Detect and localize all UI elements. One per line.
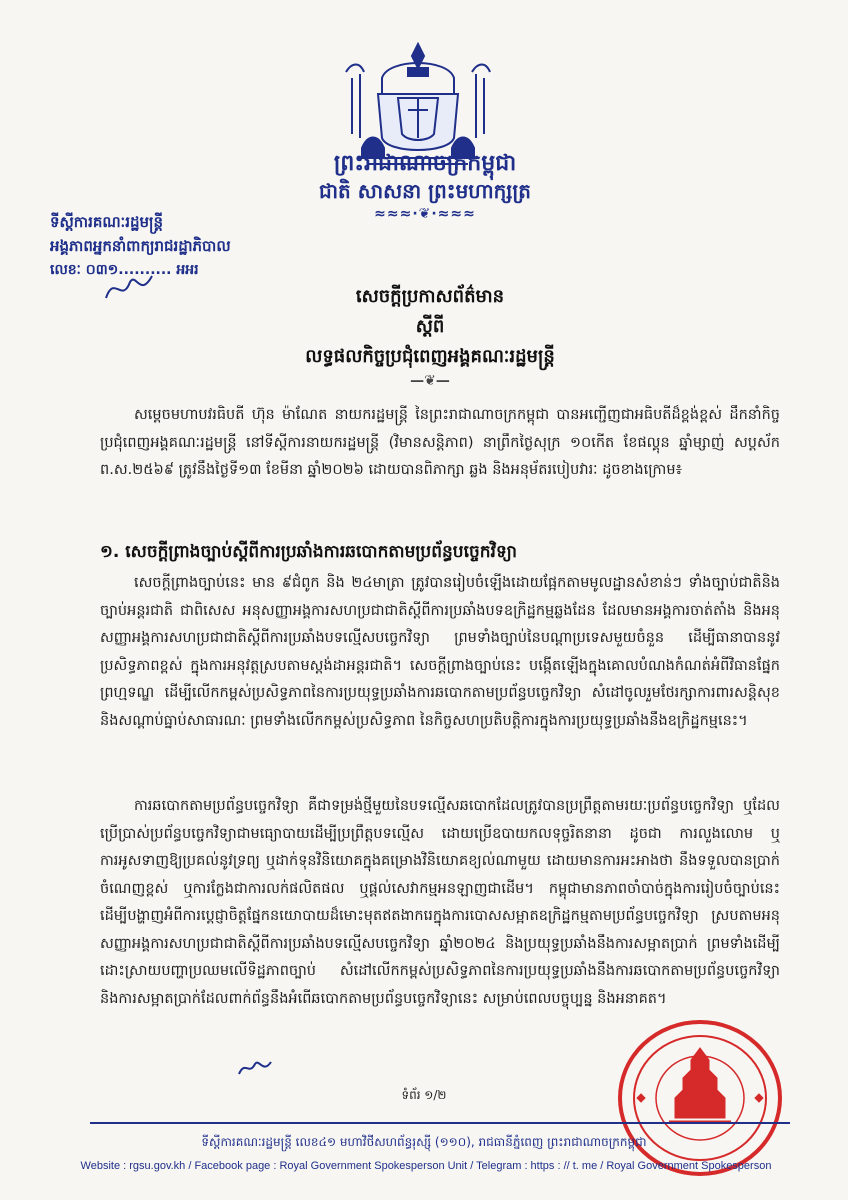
section-paragraph-1 <box>100 570 780 735</box>
footer-contacts: Website : rgsu.gov.kh / Facebook page : Royal Government Spokesperson Unit / Telegram : https : // t. me / Royal Government Spokesperson <box>80 1160 772 1172</box>
page-number: ទំព័រ ១/២ <box>401 1088 447 1102</box>
kingdom-motto: ជាតិ សាសនា ព្រះមហាក្សត្រ <box>319 179 531 203</box>
footer-divider <box>90 1122 790 1124</box>
kingdom-title: ព្រះរាជាណាចក្រកម្ពុជា <box>333 151 517 176</box>
footer-address: ទីស្ដីការគណៈរដ្ឋមន្ត្រី លេខ៤១ មហាវិថីសហព័ន្ធរុស្ស៊ី (១១០), រាជធានីភ្នំពេញ ព្រះរាជាណាចក្រកម្ពុជា <box>201 1135 647 1149</box>
document-title-regarding: ស្ដីពី <box>415 316 445 337</box>
section-paragraph-2 <box>100 793 780 1013</box>
document-subject: លទ្ធផលកិច្ចប្រជុំពេញអង្គគណៈរដ្ឋមន្ត្រី <box>305 346 555 367</box>
issuing-office <box>50 210 290 282</box>
kingdom-header <box>290 150 560 224</box>
document-title-block <box>260 282 600 390</box>
handwritten-initials <box>100 268 160 308</box>
title-ornament: —❦— <box>410 373 450 389</box>
reference-number: លេខៈ ០៣១.......... អអរ <box>50 262 199 278</box>
intro-text: សម្ដេចមហាបវរធិបតី ហ៊ុន ម៉ាណែត នាយករដ្ឋមន្ត្រី នៃព្រះរាជាណាចក្រកម្ពុជា បានអញ្ជើញជាអធិបតីដ៏ខ្ពង់ខ្ពស់ ដឹកនាំកិច្ចប្រជុំពេញអង្គគណៈរដ្ឋមន្ត្រី នៅទីស្ដីការនាយករដ្ឋមន្ត្រី (វិមានសន្តិភាព) នាព្រឹកថ្ងៃសុក្រ ១០កើត ខែផល្គុន ឆ្នាំម្សាញ់ សប្តស័ក ព.ស.២៥៦៩ ត្រូវនឹងថ្ងៃទី១៣ ខែមីនា ឆ្នាំ២០២៦ ដោយបានពិភាក្សា ឆ្លង និងអនុម័តរបៀបវារៈ ដូចខាងក្រោម៖ <box>100 407 780 478</box>
section-heading: ១. សេចក្ដីព្រាងច្បាប់ស្ដីពីការប្រឆាំងការឆបោកតាមប្រព័ន្ធបច្ចេកវិទ្យា <box>100 542 517 562</box>
office-unit: អង្គភាពអ្នកនាំពាក្យរាជរដ្ឋាភិបាល <box>50 237 231 255</box>
intro-paragraph <box>100 402 780 485</box>
office-name: ទីស្ដីការគណៈរដ្ឋមន្ត្រី <box>50 213 164 231</box>
handwritten-initials-end <box>235 1056 275 1080</box>
paragraph-text: សេចក្ដីព្រាងច្បាប់នេះ មាន ៩ជំពូក និង ២៤មាត្រា ត្រូវបានរៀបចំឡើងដោយផ្អែកតាមមូលដ្ឋានសំខាន់ៗ ទាំងច្បាប់ជាតិនិងច្បាប់អន្តរជាតិ ជាពិសេស អនុសញ្ញាអង្គការសហប្រជាជាតិស្ដីពីការប្រឆាំងបទឧក្រិដ្ឋកម្មឆ្លងដែន ដែលមានអង្គការចាត់តាំង និងអនុសញ្ញាអង្គការសហប្រជាជាតិស្ដីពីការប្រឆាំងបទល្មើសបច្ចេកវិទ្យា ព្រមទាំងច្បាប់នៃបណ្ដាប្រទេសមួយចំនួន ដើម្បីធានាបាននូវប្រសិទ្ធភាពខ្ពស់ ក្នុងការអនុវត្តស្របតាមស្តង់ដាអន្តរជាតិ។ សេចក្ដីព្រាងច្បាប់នេះ បង្កើតឡើងក្នុងគោលបំណងកំណត់អំពីវិធានផ្នែកព្រហ្មទណ្ឌ ដើម្បីលើកកម្ពស់ប្រសិទ្ធភាពនៃការប្រយុទ្ធប្រឆាំងការឆបោកតាមប្រព័ន្ធបច្ចេកវិទ្យា សំដៅចូលរួមថែរក្សាការពារសន្តិសុខ និងសណ្ដាប់ធ្នាប់សាធារណៈ ព្រមទាំងលើកកម្ពស់ប្រសិទ្ធភាព នៃកិច្ចសហប្រតិបត្តិការក្នុងការប្រយុទ្ធប្រឆាំងនឹងឧក្រិដ្ឋកម្មនេះ។ <box>100 575 780 729</box>
royal-emblem-icon <box>338 38 498 168</box>
document-title: សេចក្ដីប្រកាសព័ត៌មាន <box>355 286 505 307</box>
paragraph-text: ការឆបោកតាមប្រព័ន្ធបច្ចេកវិទ្យា គឺជាទម្រង់ថ្មីមួយនៃបទល្មើសឆបោកដែលត្រូវបានប្រព្រឹត្តតាមរយៈប្រព័ន្ធបច្ចេកវិទ្យា ឬដែលប្រើប្រាស់ប្រព័ន្ធបច្ចេកវិទ្យាជាមធ្យោបាយដើម្បីប្រព្រឹត្តបទល្មើស ដោយប្រើឧបាយកលទុច្ចរិតនានា ដូចជា ការលួងលោម ឬការអូសទាញឱ្យប្រគល់នូវទ្រព្យ ឬដាក់ទុនវិនិយោគក្នុងគម្រោងវិនិយោគខ្យល់ណាមួយ ដោយមានការអះអាងថា នឹងទទួលបានប្រាក់ចំណេញខ្ពស់ ឬការក្លែងជាការលក់ផលិតផល ឬផ្ដល់សេវាកម្មអនឡាញជាដើម។ កម្ពុជាមានភាពចាំបាច់ក្នុងការរៀបចំច្បាប់នេះ ដើម្បីបង្ហាញអំពីការប្ដេជ្ញាចិត្តផ្នែកនយោបាយដ៏មោះមុតឥតងាករេក្នុងការបោសសម្អាតឧក្រិដ្ឋកម្មតាមប្រព័ន្ធបច្ចេកវិទ្យា ស្របតាមអនុសញ្ញាអង្គការសហប្រជាជាតិស្ដីពីការប្រឆាំងបទល្មើសបច្ចេកវិទ្យា ឆ្នាំ២០២៤ និងប្រយុទ្ធប្រឆាំងនឹងការសម្អាតប្រាក់ ព្រមទាំងដើម្បីដោះស្រាយបញ្ហាប្រឈមលើទិដ្ឋភាពច្បាប់ សំដៅលើកកម្ពស់ប្រសិទ្ធភាពនៃការប្រយុទ្ធប្រឆាំងនឹងការឆបោកតាមប្រព័ន្ធបច្ចេកវិទ្យា និងការសម្អាតប្រាក់ដែលពាក់ព័ន្ធនឹងអំពើឆបោកតាមប្រព័ន្ធបច្ចេកវិទ្យានេះ សម្រាប់ពេលបច្ចុប្បន្ន និងអនាគត។ <box>100 798 780 1007</box>
kingdom-ornament: ≈≈≈·❦·≈≈≈ <box>374 206 476 222</box>
